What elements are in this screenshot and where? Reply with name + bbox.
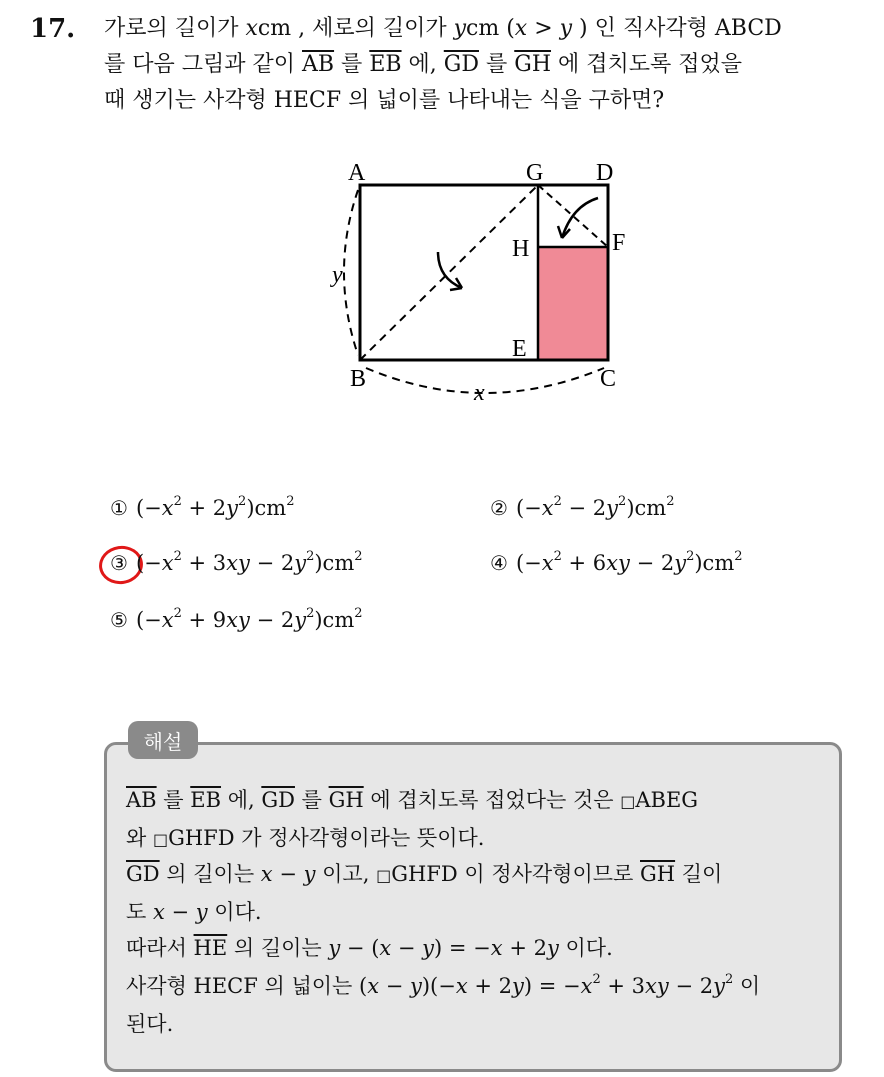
s-text: GHFD 이 정사각형이므로: [391, 862, 640, 886]
choice-3[interactable]: [110, 551, 363, 575]
label-c: C: [600, 366, 617, 392]
label-x: x: [474, 380, 485, 406]
choice-text: )cm: [246, 496, 287, 520]
choice-var: x: [541, 496, 554, 520]
s-text: 와: [126, 826, 153, 850]
label-y: y: [332, 262, 343, 288]
question-number: 17.: [30, 14, 76, 44]
question-line-2: [104, 50, 742, 80]
solution-line-5: [126, 932, 613, 962]
choice-text: (−: [135, 551, 162, 575]
q-var: x: [245, 16, 258, 41]
choice-exp: 2: [553, 549, 562, 565]
s-text: 이: [733, 974, 761, 998]
s-text: GHFD 가 정사각형이라는 뜻이다.: [168, 826, 485, 850]
q-text: 에 겹치도록 접었을: [551, 52, 743, 77]
s-text: ) = −: [434, 936, 491, 960]
choice-var: xy: [226, 608, 250, 632]
choice-exp: 2: [306, 606, 315, 622]
choice-var: y: [294, 608, 307, 632]
s-text: )(−: [421, 974, 456, 998]
label-b: B: [350, 366, 367, 392]
choice-var: y: [226, 496, 239, 520]
s-text: − 2: [668, 974, 714, 998]
choice-exp: 2: [286, 494, 295, 510]
choice-exp: 2: [238, 494, 247, 510]
choice-4[interactable]: [490, 551, 743, 575]
choice-text: )cm: [626, 496, 667, 520]
segment-gh: $\overline{GH}$: [328, 788, 364, 812]
q-text: 를: [479, 52, 515, 77]
square-symbol-icon: □: [376, 866, 392, 885]
s-text: + 2: [502, 936, 547, 960]
choice-var: x: [541, 551, 554, 575]
segment-eb: $\overline{EB}$: [369, 52, 402, 77]
s-var: y: [713, 974, 725, 998]
s-var: x: [580, 974, 593, 998]
s-text: 를: [156, 788, 191, 812]
segment-gd: $\overline{GD}$: [261, 788, 295, 812]
s-text: 에,: [221, 788, 262, 812]
q-text: 를 다음 그림과 같이: [104, 52, 302, 77]
choice-text: (−: [135, 608, 162, 632]
choice-text: + 2: [181, 496, 227, 520]
solution-line-4: [126, 896, 262, 926]
label-a: A: [348, 160, 366, 186]
s-var: y: [546, 936, 559, 960]
segment-ab: $\overline{AB}$: [126, 788, 157, 812]
q-text: cm (: [466, 16, 515, 41]
choice-text: )cm: [314, 551, 355, 575]
choice-5[interactable]: [110, 608, 363, 632]
choice-exp: 2: [173, 606, 182, 622]
folded-rectangle-figure: [300, 150, 640, 410]
square-symbol-icon: □: [152, 830, 169, 849]
segment-gh: $\overline{GH}$: [514, 52, 552, 77]
choice-var: xy: [606, 551, 630, 575]
choice-text: + 3: [181, 551, 227, 575]
choice-exp: 2: [354, 606, 363, 622]
solution-tag: 해설: [128, 721, 198, 759]
s-text: ABEG: [635, 788, 699, 812]
choice-exp: 2: [618, 494, 627, 510]
choice-text: (−: [135, 496, 162, 520]
x-dimension-arc: [366, 368, 604, 393]
choice-exp: 2: [173, 549, 182, 565]
choice-text: − 2: [561, 496, 607, 520]
segment-gd: $\overline{GD}$: [443, 52, 479, 77]
q-text: cm , 세로의 길이가: [257, 16, 454, 41]
s-text: + 3: [600, 974, 646, 998]
question-line-3: [104, 86, 664, 116]
choice-text: + 6: [561, 551, 607, 575]
choice-number: ③: [110, 551, 128, 575]
solution-line-2: [126, 822, 484, 852]
s-text: 이고,: [315, 862, 377, 886]
q-text: 에,: [401, 52, 444, 77]
s-var: xy: [645, 974, 669, 998]
q-text: 가로의 길이가: [104, 16, 246, 41]
s-text: ) = −: [523, 974, 581, 998]
segment-he: $\overline{HE}$: [193, 936, 228, 960]
choice-var: y: [606, 496, 619, 520]
label-d: D: [596, 160, 614, 186]
choice-text: − 2: [629, 551, 675, 575]
choice-text: + 9: [181, 608, 227, 632]
s-text: 도: [126, 900, 153, 924]
s-var: x: [455, 974, 468, 998]
s-text: 의 길이는: [159, 862, 261, 886]
choice-exp: 2: [173, 494, 182, 510]
shaded-region-hecf: [538, 247, 608, 360]
s-text: 사각형 HECF 의 넓이는 (: [126, 974, 368, 998]
choice-var: y: [294, 551, 307, 575]
s-text: 길이: [675, 862, 723, 886]
s-text: + 2: [467, 974, 512, 998]
y-dimension-arc: [344, 190, 358, 355]
choice-text: (−: [515, 496, 542, 520]
choice-var: y: [674, 551, 687, 575]
choice-2[interactable]: [490, 496, 674, 520]
s-exp: 2: [592, 972, 601, 988]
choice-exp: 2: [553, 494, 562, 510]
s-text: 따라서: [126, 936, 194, 960]
s-expr: x − y: [367, 974, 422, 998]
s-text: − (: [340, 936, 380, 960]
q-condition: x > y: [514, 16, 573, 41]
segment-gd: $\overline{GD}$: [126, 862, 160, 886]
segment-ab: $\overline{AB}$: [302, 52, 335, 77]
choice-var: xy: [226, 551, 250, 575]
segment-eb: $\overline{EB}$: [190, 788, 222, 812]
fold-line-bg: [360, 185, 538, 360]
choice-var: x: [161, 496, 174, 520]
s-exp: 2: [724, 972, 734, 988]
choice-exp: 2: [666, 494, 675, 510]
solution-line-1: [126, 784, 698, 814]
choice-text: − 2: [249, 551, 295, 575]
choice-text: − 2: [249, 608, 295, 632]
s-var: y: [328, 936, 341, 960]
solution-line-6: [126, 970, 760, 1000]
choice-var: x: [161, 551, 174, 575]
choice-exp: 2: [306, 549, 315, 565]
q-text: ) 인 직사각형 ABCD: [572, 16, 782, 41]
choice-number: ④: [490, 551, 508, 575]
s-text: 의 길이는: [227, 936, 329, 960]
choice-exp: 2: [354, 549, 363, 565]
curved-arrow-icon: [558, 198, 598, 238]
s-expr: x − y: [260, 862, 316, 886]
choice-var: x: [161, 608, 174, 632]
choice-number: ⑤: [110, 608, 128, 632]
choice-text: )cm: [314, 608, 355, 632]
choice-number: ①: [110, 496, 128, 520]
label-f: F: [612, 230, 626, 256]
question-line-1: [104, 14, 782, 44]
choice-exp: 2: [734, 549, 743, 565]
label-h: H: [512, 236, 530, 262]
label-e: E: [512, 336, 527, 362]
s-text: 이다.: [207, 900, 262, 924]
s-var: y: [511, 974, 524, 998]
s-text: 에 겹치도록 접었다는 것은: [363, 788, 621, 812]
label-g: G: [526, 160, 544, 186]
s-text: 된다.: [126, 1012, 174, 1036]
solution-line-3: [126, 858, 722, 888]
choice-number: ②: [490, 496, 508, 520]
choice-text: )cm: [694, 551, 735, 575]
choice-text: (−: [515, 551, 542, 575]
choice-exp: 2: [686, 549, 695, 565]
s-expr: x − y: [152, 900, 208, 924]
q-var: y: [453, 16, 467, 41]
s-text: 를: [294, 788, 329, 812]
s-text: 이다.: [558, 936, 613, 960]
q-text: 때 생기는 사각형 HECF 의 넓이를 나타내는 식을 구하면?: [104, 88, 665, 113]
s-var: x: [490, 936, 503, 960]
solution-line-7: [126, 1008, 173, 1038]
square-symbol-icon: □: [620, 792, 636, 811]
choice-1[interactable]: [110, 496, 294, 520]
s-expr: x − y: [379, 936, 435, 960]
q-text: 를: [334, 52, 370, 77]
segment-gh: $\overline{GH}$: [640, 862, 676, 886]
